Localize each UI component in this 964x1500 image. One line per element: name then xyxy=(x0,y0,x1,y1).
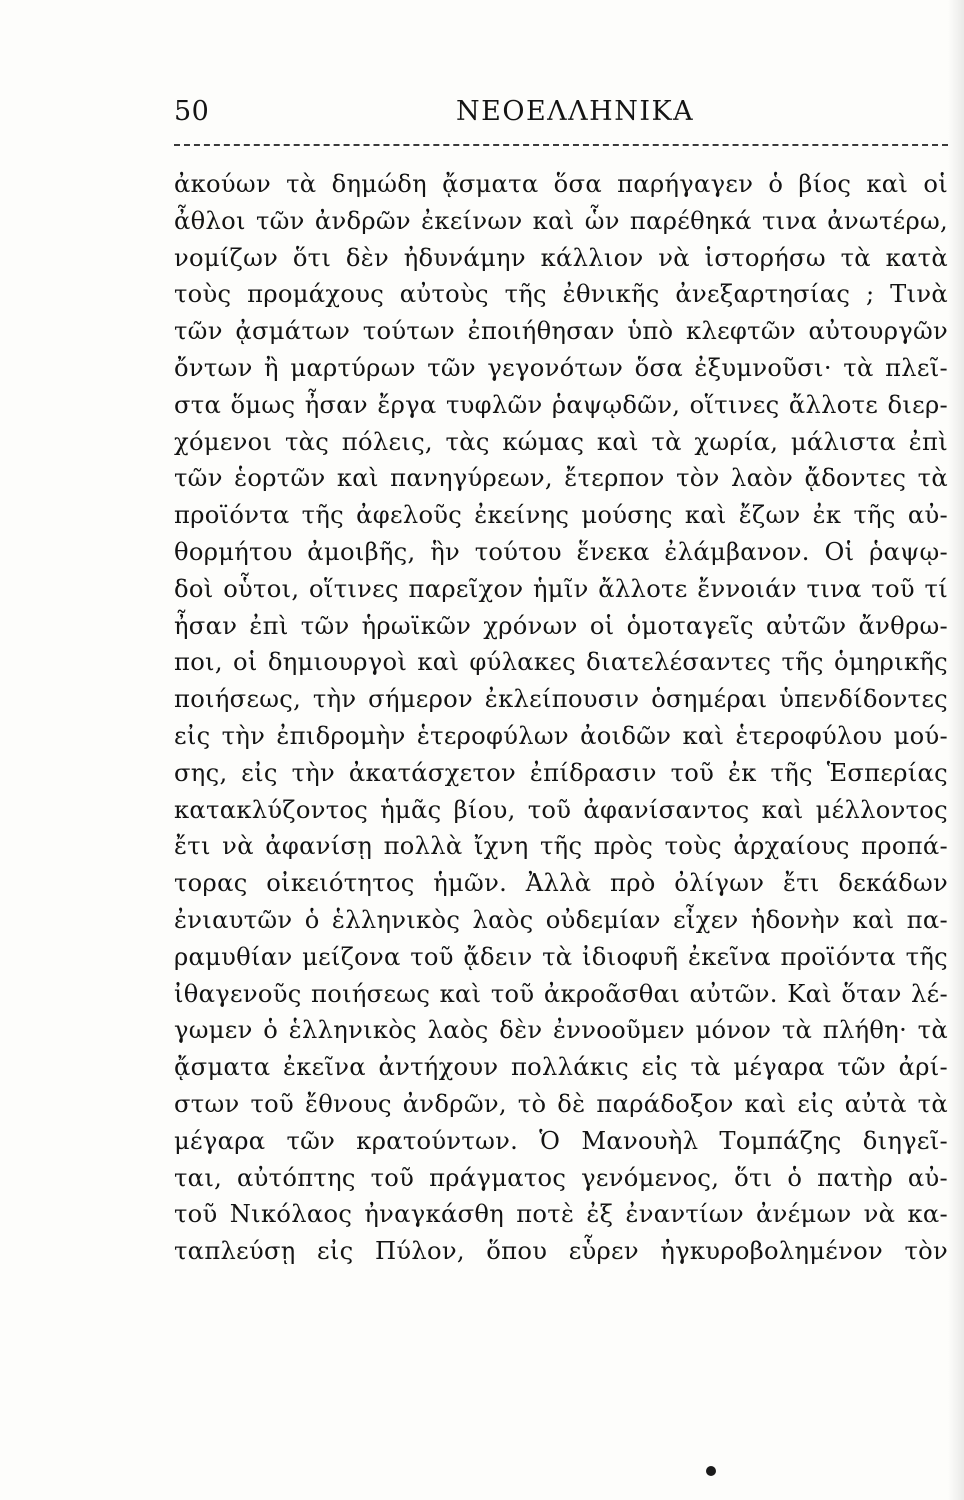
header-rule xyxy=(174,144,948,146)
text-line: δοὶ οὗτοι, οἵτινες παρεῖχον ἡμῖν ἄλλοτε ἔννοιάν τινα τοῦ τί xyxy=(174,574,948,603)
text-line: νομίζων ὅτι δὲν ἠδυνάμην κάλλιον νὰ ἱστορήσω τὰ κατὰ xyxy=(174,243,948,272)
text-line: τορας οἰκειότητος ἡμῶν. Ἀλλὰ πρὸ ὀλίγων ἔτι δεκάδων xyxy=(174,869,948,898)
page-number: 50 xyxy=(174,96,210,127)
ink-dot xyxy=(706,1466,716,1476)
text-line: ἔτι νὰ ἀφανίσῃ πολλὰ ἴχνη τῆς πρὸς τοὺς ἀρχαίους προπά- xyxy=(174,832,948,861)
text-line: μέγαρα τῶν κρατούντων. Ὁ Μανουὴλ Τομπάζης διηγεῖ- xyxy=(174,1126,948,1155)
text-line: στων τοῦ ἔθνους ἀνδρῶν, τὸ δὲ παράδοξον καὶ εἰς αὐτὰ τὰ xyxy=(174,1089,948,1118)
text-line: στα ὅμως ἦσαν ἔργα τυφλῶν ῥαψῳδῶν, οἵτινες ἄλλοτε διερ- xyxy=(174,390,948,419)
text-line: τοὺς προμάχους αὐτοὺς τῆς ἐθνικῆς ἀνεξαρτησίας ; Τινὰ xyxy=(174,280,948,309)
text-line: τῶν ἑορτῶν καὶ πανηγύρεων, ἔτερπον τὸν λαὸν ᾄδοντες τὰ xyxy=(174,464,948,493)
text-line: ἰθαγενοῦς ποιήσεως καὶ τοῦ ἀκροᾶσθαι αὐτῶν. Καὶ ὅταν λέ- xyxy=(174,979,948,1008)
text-line: ται, αὐτόπτης τοῦ πράγματος γενόμενος, ὅτι ὁ πατὴρ αὐ- xyxy=(174,1163,948,1192)
text-line: ἐνιαυτῶν ὁ ἑλληνικὸς λαὸς οὐδεμίαν εἶχεν ἡδονὴν καὶ πα- xyxy=(174,905,948,934)
text-line: θορμήτου ἀμοιβῆς, ἣν τούτου ἕνεκα ἐλάμβανον. Οἱ ῥαψῳ- xyxy=(174,537,948,566)
text-line: ραμυθίαν μείζονα τοῦ ᾄδειν τὰ ἰδιοφυῆ ἐκεῖνα προϊόντα τῆς xyxy=(174,942,948,971)
text-line: ᾄσματα ἐκεῖνα ἀντήχουν πολλάκις εἰς τὰ μέγαρα τῶν ἀρί- xyxy=(174,1053,948,1082)
text-line: ποιήσεως, τὴν σήμερον ἐκλείπουσιν ὁσημέραι ὑπενδίδοντες xyxy=(174,685,948,714)
text-line: σης, εἰς τὴν ἀκατάσχετον ἐπίδρασιν τοῦ ἐκ τῆς Ἑσπερίας xyxy=(174,758,948,787)
text-line: ποι, οἱ δημιουργοὶ καὶ φύλακες διατελέσαντες τῆς ὁμηρικῆς xyxy=(174,648,948,677)
text-line: ἆθλοι τῶν ἀνδρῶν ἐκείνων καὶ ὧν παρέθηκά τινα ἀνωτέρω, xyxy=(174,206,948,235)
text-line: κατακλύζοντος ἡμᾶς βίου, τοῦ ἀφανίσαντος καὶ μέλλοντος xyxy=(174,795,948,824)
text-line: χόμενοι τὰς πόλεις, τὰς κώμας καὶ τὰ χωρία, μάλιστα ἐπὶ xyxy=(174,427,948,456)
text-line: ὄντων ἢ μαρτύρων τῶν γεγονότων ὅσα ἐξυμνοῦσι· τὰ πλεῖ- xyxy=(174,353,948,382)
text-line: τοῦ Νικόλαος ἠναγκάσθη ποτὲ ἐξ ἐναντίων ἀνέμων νὰ κα- xyxy=(174,1200,948,1229)
text-line: προϊόντα τῆς ἀφελοῦς ἐκείνης μούσης καὶ ἔζων ἐκ τῆς αὐ- xyxy=(174,501,948,530)
page-header xyxy=(174,96,946,136)
text-line: γωμεν ὁ ἑλληνικὸς λαὸς δὲν ἐννοοῦμεν μόνον τὰ πλήθη· τὰ xyxy=(174,1016,948,1045)
text-line: ἀκούων τὰ δημώδη ᾄσματα ὅσα παρήγαγεν ὁ βίος καὶ οἱ xyxy=(174,170,948,198)
text-line: ταπλεύσῃ εἰς Πύλον, ὅπου εὗρεν ἠγκυροβολημένον τὸν xyxy=(174,1237,948,1266)
page-edge-shadow xyxy=(948,0,964,1500)
running-title: ΝΕΟΕΛΛΗΝΙΚΑ xyxy=(456,96,695,127)
text-line: εἰς τὴν ἐπιδρομὴν ἑτεροφύλων ἀοιδῶν καὶ ἑτεροφύλου μού- xyxy=(174,721,948,750)
body-text xyxy=(174,166,948,1270)
text-line: ἦσαν ἐπὶ τῶν ἡρωϊκῶν χρόνων οἱ ὁμοταγεῖς αὐτῶν ἄνθρω- xyxy=(174,611,948,640)
text-line: τῶν ᾀσμάτων τούτων ἐποιήθησαν ὑπὸ κλεφτῶν αὐτουργῶν xyxy=(174,317,948,346)
